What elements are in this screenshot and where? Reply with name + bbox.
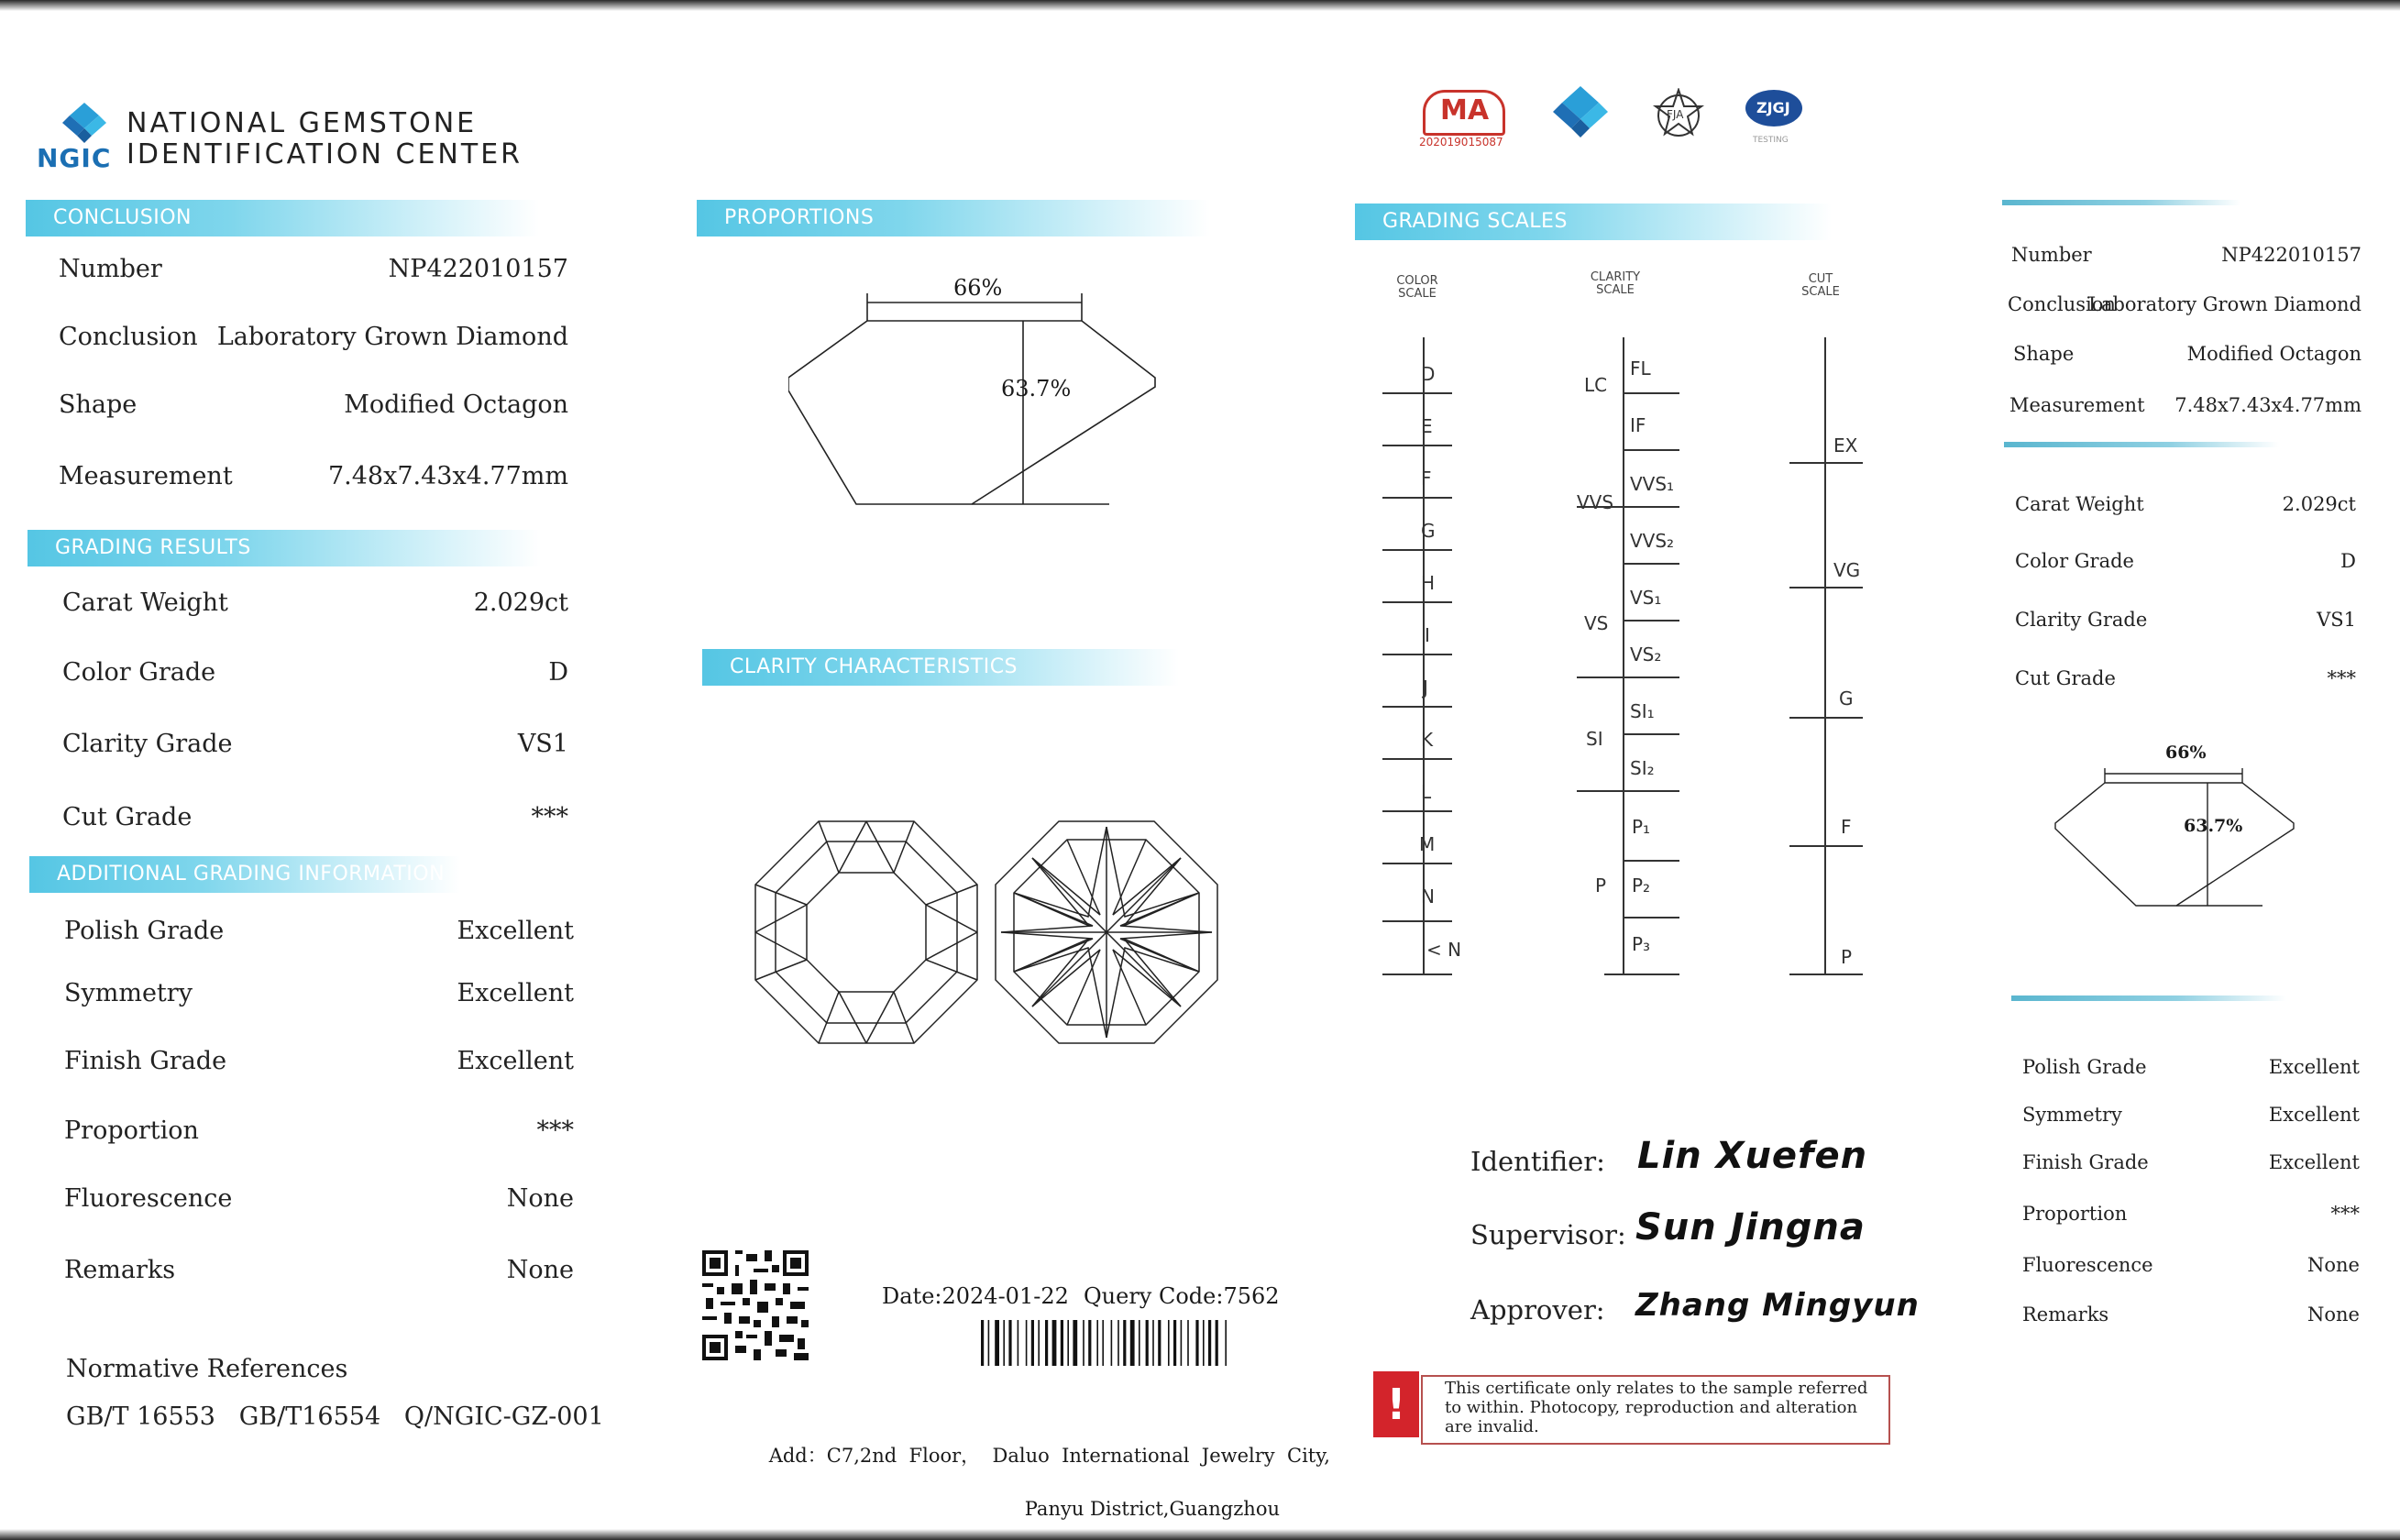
clarity-characteristics-band <box>702 649 1179 686</box>
barcode-bar <box>1096 1320 1098 1366</box>
summary-label: Number <box>2011 244 2092 266</box>
proportions-band <box>697 200 1210 236</box>
supervisor-signature: Sun Jingna <box>1635 1206 1866 1248</box>
summary-table-percent: 66% <box>2165 742 2207 763</box>
color-grade-tick: < N <box>1426 939 1462 961</box>
address-line-2: Panyu District,Guangzhou <box>1024 1498 1280 1520</box>
conclusion-label: Measurement <box>59 462 233 490</box>
color-grade-tick: G <box>1421 520 1436 542</box>
summary-label: Remarks <box>2022 1304 2109 1326</box>
clarity-characteristics-heading: CLARITY CHARACTERISTICS <box>730 655 1018 678</box>
conclusion-value: 7.48x7.43x4.77mm <box>327 462 568 490</box>
summary-label: Cut Grade <box>2015 667 2116 689</box>
barcode-bar <box>1102 1320 1104 1366</box>
summary-label: Finish Grade <box>2022 1151 2149 1173</box>
summary-value: VS1 <box>2317 609 2356 631</box>
summary-label: Symmetry <box>2022 1104 2122 1126</box>
conclusion-value: Modified Octagon <box>344 390 568 419</box>
additional-value: Excellent <box>457 979 574 1007</box>
barcode-bar <box>1203 1320 1205 1366</box>
grading-results-heading: GRADING RESULTS <box>55 536 251 559</box>
summary-label: Polish Grade <box>2022 1056 2147 1078</box>
additional-value: Excellent <box>457 917 574 945</box>
barcode-bar <box>1018 1320 1019 1366</box>
barcode-bar <box>1061 1320 1063 1366</box>
proportions-diagram <box>788 275 1164 522</box>
summary-depth-percent: 63.7% <box>2184 816 2243 836</box>
summary-separator <box>2004 442 2279 447</box>
exclamation-icon: ! <box>1373 1371 1419 1437</box>
barcode-bar <box>1003 1320 1005 1366</box>
summary-value: Excellent <box>2268 1056 2360 1078</box>
clarity-group-label: VS <box>1584 612 1609 634</box>
grading-scales-band <box>1355 204 1832 240</box>
clarity-grade-tick: FL <box>1630 358 1651 380</box>
cma-mark <box>1423 90 1505 136</box>
summary-value: None <box>2307 1304 2360 1326</box>
color-grade-tick: E <box>1421 415 1433 437</box>
cut-scale-title: CUT SCALE <box>1801 272 1840 299</box>
clarity-group-label: SI <box>1586 728 1603 750</box>
additional-label: Remarks <box>64 1256 176 1284</box>
clarity-group-label: VVS <box>1577 491 1614 513</box>
zjgj-mark <box>1745 90 1806 150</box>
bottom-edge <box>0 1529 2400 1540</box>
barcode-bar <box>1111 1320 1113 1366</box>
color-grade-tick: N <box>1421 886 1435 908</box>
grading-label: Cut Grade <box>62 803 193 831</box>
barcode-bar <box>1045 1320 1048 1366</box>
additional-value: None <box>506 1184 574 1213</box>
barcode-bar <box>1067 1320 1069 1366</box>
summary-label: Conclusion <box>2008 293 2116 315</box>
barcode-bar <box>1083 1320 1084 1366</box>
barcode-bar <box>1139 1320 1140 1366</box>
clarity-grade-tick: VS₁ <box>1630 587 1662 609</box>
brand-line-2: IDENTIFICATION CENTER <box>127 138 523 170</box>
barcode-bar <box>1173 1320 1176 1366</box>
summary-value: 7.48x7.43x4.77mm <box>2174 394 2361 416</box>
barcode-bar <box>1031 1320 1034 1366</box>
summary-label: Color Grade <box>2015 550 2134 572</box>
additional-band <box>29 856 460 893</box>
conclusion-heading: CONCLUSION <box>53 206 192 229</box>
grading-label: Color Grade <box>62 658 216 687</box>
brand-name <box>127 108 523 170</box>
grading-label: Carat Weight <box>62 588 228 617</box>
clarity-grade-tick: VVS₁ <box>1630 473 1675 495</box>
summary-value: NP422010157 <box>2221 244 2361 266</box>
barcode-bar <box>1181 1320 1183 1366</box>
diamond-logo-icon <box>48 99 121 145</box>
cma-text: MA <box>1440 94 1490 126</box>
conclusion-label: Number <box>59 255 162 283</box>
zjgj-text: ZJGJ <box>1756 99 1790 116</box>
barcode-bar <box>1187 1320 1189 1366</box>
barcode-bar <box>1146 1320 1149 1366</box>
grading-value: VS1 <box>517 730 568 758</box>
cut-grade-tick: G <box>1839 688 1854 710</box>
summary-proportions-diagram <box>2053 742 2301 917</box>
barcode-bar <box>1225 1320 1227 1366</box>
barcode-bar <box>1158 1320 1161 1366</box>
grading-value: D <box>548 658 568 687</box>
supervisor-label: Supervisor: <box>1470 1219 1626 1250</box>
cut-grade-tick: P <box>1841 946 1853 968</box>
identifier-label: Identifier: <box>1470 1146 1605 1177</box>
color-grade-tick: K <box>1421 729 1434 751</box>
clarity-plot-crown <box>752 818 981 1047</box>
qr-code-icon <box>702 1250 809 1360</box>
summary-separator <box>2011 996 2286 1001</box>
clarity-group-label: LC <box>1584 374 1608 396</box>
additional-label: Polish Grade <box>64 917 225 945</box>
additional-value: Excellent <box>457 1047 574 1075</box>
conclusion-band <box>26 200 539 236</box>
conclusion-value: NP422010157 <box>388 255 568 283</box>
summary-value: *** <box>2327 667 2356 689</box>
clarity-grade-tick: SI₂ <box>1630 757 1655 779</box>
additional-value: *** <box>536 1116 574 1145</box>
summary-label: Proportion <box>2022 1203 2128 1225</box>
barcode-bar <box>1123 1320 1126 1366</box>
summary-separator <box>2002 200 2240 205</box>
summary-label: Shape <box>2013 343 2075 365</box>
barcode-bar <box>1052 1320 1057 1366</box>
additional-label: Proportion <box>64 1116 199 1145</box>
barcode-bar <box>1117 1320 1119 1366</box>
additional-label: Finish Grade <box>64 1047 227 1075</box>
additional-label: Fluorescence <box>64 1184 233 1213</box>
address <box>744 1419 1330 1520</box>
approver-label: Approver: <box>1470 1294 1605 1326</box>
issue-date: Date:2024-01-22 <box>882 1283 1069 1309</box>
barcode <box>979 1320 1265 1366</box>
barcode-bar <box>995 1320 999 1366</box>
additional-value: None <box>506 1256 574 1284</box>
barcode-bar <box>1073 1320 1077 1366</box>
clarity-grade-tick: P₃ <box>1632 933 1651 955</box>
grading-results-band <box>28 530 541 566</box>
conclusion-label: Shape <box>59 390 138 419</box>
address-line-1: C7,2nd Floor， Daluo International Jewelry City, <box>826 1445 1330 1467</box>
normative-title: Normative References <box>66 1355 348 1383</box>
cut-grade-tick: F <box>1841 816 1852 838</box>
brand-line-1: NATIONAL GEMSTONE <box>127 107 478 139</box>
barcode-bar <box>1168 1320 1170 1366</box>
summary-label: Fluorescence <box>2022 1254 2153 1276</box>
summary-label: Clarity Grade <box>2015 609 2148 631</box>
pavilion-view-diagram <box>992 818 1221 1047</box>
conclusion-value: Laboratory Grown Diamond <box>216 323 568 351</box>
additional-heading: ADDITIONAL GRADING INFORMATION <box>57 863 446 886</box>
address-label: Add： <box>768 1445 827 1467</box>
qr-code <box>702 1250 809 1360</box>
brand-logo <box>37 99 119 172</box>
warning-text: This certificate only relates to the sample referred to within. Photocopy, reproduction and alteration are invalid. <box>1445 1379 1868 1436</box>
color-grade-tick: D <box>1421 363 1436 385</box>
fja-mark <box>1652 88 1705 141</box>
cut-grade-tick: EX <box>1833 434 1858 456</box>
barcode-bar <box>1026 1320 1028 1366</box>
color-grade-tick: H <box>1421 572 1436 594</box>
table-percent: 66% <box>953 275 1003 301</box>
diamond-mark-icon <box>1544 84 1617 145</box>
clarity-group-label: P <box>1595 874 1607 896</box>
summary-value: *** <box>2330 1203 2360 1225</box>
query-code: Query Code:7562 <box>1084 1283 1280 1309</box>
barcode-bar <box>1216 1320 1218 1366</box>
barcode-bar <box>1152 1320 1154 1366</box>
grading-value: *** <box>531 803 568 831</box>
summary-value: 2.029ct <box>2282 493 2356 515</box>
barcode-bar <box>1130 1320 1135 1366</box>
barcode-icon <box>979 1320 1265 1366</box>
clarity-grade-tick: IF <box>1630 414 1646 436</box>
identifier-signature: Lin Xuefen <box>1637 1135 1868 1177</box>
clarity-grade-tick: SI₁ <box>1630 700 1655 722</box>
color-grade-tick: M <box>1419 833 1436 855</box>
color-grade-tick: J <box>1423 676 1428 698</box>
fja-text: FJA <box>1667 108 1684 121</box>
clarity-grade-tick: VS₂ <box>1630 644 1662 666</box>
color-scale-title: COLOR SCALE <box>1396 274 1438 301</box>
approver-signature: Zhang Mingyun <box>1635 1287 1920 1324</box>
barcode-bar <box>988 1320 990 1366</box>
crown-view-diagram <box>752 818 981 1047</box>
additional-label: Symmetry <box>64 979 193 1007</box>
color-grade-tick: I <box>1425 624 1430 646</box>
grading-value: 2.029ct <box>473 588 568 617</box>
certification-marks <box>1419 84 1822 158</box>
color-grade-tick: L <box>1421 781 1432 803</box>
color-scale <box>1375 337 1485 979</box>
barcode-bar <box>1208 1320 1211 1366</box>
cut-grade-tick: VG <box>1833 559 1861 581</box>
barcode-bar <box>981 1320 984 1366</box>
normative-refs: GB/T 16553 GB/T16554 Q/NGIC-GZ-001 <box>66 1402 604 1431</box>
zjgj-sub: TESTING <box>1753 136 1789 145</box>
summary-value: None <box>2307 1254 2360 1276</box>
clarity-scale-title: CLARITY SCALE <box>1590 270 1641 297</box>
summary-value: D <box>2340 550 2356 572</box>
barcode-bar <box>1008 1320 1011 1366</box>
summary-value: Excellent <box>2268 1151 2360 1173</box>
barcode-bar <box>1038 1320 1040 1366</box>
clarity-grade-tick: P₂ <box>1632 874 1651 896</box>
summary-value: Laboratory Grown Diamond <box>2088 293 2361 315</box>
barcode-bar <box>1088 1320 1091 1366</box>
grading-label: Clarity Grade <box>62 730 233 758</box>
summary-diamond-profile <box>2053 742 2301 917</box>
conclusion-label: Conclusion <box>59 323 198 351</box>
summary-value: Modified Octagon <box>2186 343 2361 365</box>
top-edge <box>0 0 2400 11</box>
summary-value: Excellent <box>2268 1104 2360 1126</box>
color-grade-tick: F <box>1421 468 1432 490</box>
clarity-scale <box>1577 337 1687 979</box>
cut-scale <box>1788 337 1898 979</box>
summary-label: Carat Weight <box>2015 493 2144 515</box>
warning-notice <box>1371 1368 1890 1443</box>
barcode-bar <box>1195 1320 1198 1366</box>
cma-number: 202019015087 <box>1419 136 1503 148</box>
clarity-plot-pavilion <box>992 818 1221 1047</box>
depth-percent: 63.7% <box>1001 376 1072 402</box>
summary-label: Measurement <box>2009 394 2145 416</box>
brand-short: NGIC <box>37 143 112 173</box>
clarity-grade-tick: P₁ <box>1632 816 1651 838</box>
grading-scales-heading: GRADING SCALES <box>1382 210 1568 233</box>
diamond-profile-diagram <box>788 275 1164 522</box>
proportions-heading: PROPORTIONS <box>724 206 875 229</box>
clarity-grade-tick: VVS₂ <box>1630 530 1675 552</box>
